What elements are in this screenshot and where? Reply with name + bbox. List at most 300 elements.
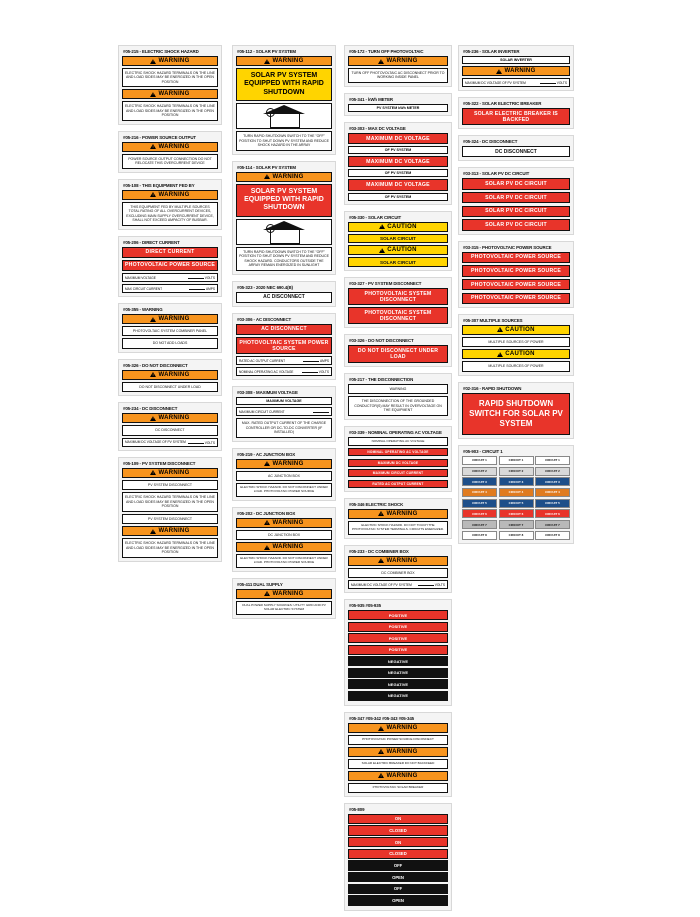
circuit-label: CIRCUIT 1 bbox=[462, 456, 497, 465]
label-code: #05-217 - THE DISCONNECTION bbox=[349, 376, 414, 382]
warning-triangle-icon bbox=[264, 545, 270, 550]
label-group bbox=[232, 386, 336, 441]
field-label: MAX CIRCUIT CURRENT bbox=[125, 286, 163, 291]
label-code: #05-326 - DO NOT DISCONNECT bbox=[123, 362, 188, 368]
field-label: MAXIMUM VOLTAGE bbox=[125, 275, 156, 280]
label-body-text: DC JUNCTION BOX bbox=[236, 530, 332, 540]
label-group bbox=[458, 45, 574, 91]
field-value-blank[interactable] bbox=[302, 369, 329, 374]
circuit-label: CIRCUIT 7 bbox=[462, 520, 497, 529]
red-banner-label: MAXIMUM DC VOLTAGE bbox=[348, 156, 448, 167]
blank-line bbox=[302, 369, 318, 373]
caution-banner bbox=[463, 326, 569, 334]
label-body-text: POWER SOURCE OUTPUT CONNECTION DO NOT RELOCATE THIS OVERCURRENT DEVICE bbox=[122, 154, 218, 169]
switch-position-label: CLOSED bbox=[348, 849, 448, 859]
label-group bbox=[344, 545, 452, 593]
field-row bbox=[348, 580, 448, 589]
switch-position-label: ON bbox=[348, 814, 448, 824]
label-code: #05-322 - SOLAR ELECTRIC BREAKER bbox=[463, 101, 542, 106]
warning-banner bbox=[123, 191, 217, 199]
warning-banner bbox=[237, 590, 331, 598]
house-diagram bbox=[236, 103, 332, 129]
label-body-text: THIS EQUIPMENT FED BY MULTIPLE SOURCES TOTAL RATING OF ALL OVERCURRENT DEVICES, EXCLUDING MAIN SUPPLY OVERCURRENT DEVICE, SHALL NOT EXCEED AMPACITY OF BUSBAR. bbox=[122, 202, 218, 226]
label-group bbox=[344, 599, 452, 706]
white-banner-label: AC DISCONNECT bbox=[236, 292, 332, 303]
warning-triangle-icon bbox=[378, 773, 384, 778]
white-small-label: OF PV SYSTEM bbox=[348, 169, 448, 177]
caution-text: CAUTION bbox=[505, 351, 535, 358]
red-banner-label: PHOTOVOLTAIC SYSTEM DISCONNECT bbox=[348, 288, 448, 305]
warning-banner bbox=[123, 57, 217, 65]
warning-triangle-icon bbox=[150, 470, 156, 475]
circuit-label: CIRCUIT 3 bbox=[462, 477, 497, 486]
label-code: #05-330 - SOLAR CIRCUIT bbox=[349, 214, 402, 220]
warning-label bbox=[462, 66, 570, 76]
warning-triangle-icon bbox=[150, 529, 156, 534]
circuit-label: CIRCUIT 6 bbox=[535, 509, 570, 518]
warning-triangle-icon bbox=[379, 248, 385, 253]
warning-label bbox=[348, 723, 448, 733]
warning-text: WARNING bbox=[158, 58, 190, 64]
warning-text: WARNING bbox=[386, 748, 418, 755]
field-label: MAXIMUM DC VOLTAGE OF PV SYSTEM bbox=[125, 440, 186, 445]
column-4 bbox=[458, 45, 574, 550]
red-label-stack bbox=[462, 252, 570, 304]
label-code: #03-308 - MAXIMUM VOLTAGE bbox=[237, 390, 298, 396]
house-shape-icon bbox=[263, 221, 305, 243]
field-label: MAXIMUM CIRCUIT CURRENT bbox=[239, 409, 285, 414]
label-fine-print: DUAL POWER SUPPLY SOURCES: UTILITY GRID AND PV SOLAR ELECTRIC SYSTEM bbox=[236, 601, 332, 615]
field-unit: AMPS bbox=[319, 359, 329, 364]
label-group bbox=[344, 277, 452, 328]
label-group bbox=[458, 167, 574, 234]
label-group bbox=[458, 97, 574, 129]
warning-text: WARNING bbox=[386, 58, 418, 64]
switch-position-label: OFF bbox=[348, 860, 448, 870]
label-fine-print: PHOTOVOLTAIC POWER SOURCE DISCONNECT bbox=[348, 735, 448, 745]
warning-text: WARNING bbox=[272, 58, 304, 64]
label-code: #03-315 - PHOTOVOLTAIC POWER SOURCE bbox=[463, 244, 552, 250]
field-label: NOMINAL OPERATING AC VOLTAGE bbox=[239, 369, 294, 374]
warning-banner bbox=[237, 543, 331, 551]
switch-position-label: ON bbox=[348, 837, 448, 847]
warning-text: WARNING bbox=[386, 557, 418, 564]
caution-label bbox=[348, 222, 448, 232]
warning-text: WARNING bbox=[386, 772, 418, 779]
warning-text: WARNING bbox=[272, 460, 304, 467]
warning-banner bbox=[123, 527, 217, 535]
warning-label bbox=[348, 56, 448, 66]
warning-label bbox=[236, 459, 332, 469]
warning-banner bbox=[349, 57, 447, 65]
label-group bbox=[118, 179, 222, 230]
warning-triangle-icon bbox=[150, 92, 156, 97]
warning-label bbox=[236, 589, 332, 599]
label-group bbox=[232, 448, 336, 501]
field-value-blank[interactable] bbox=[540, 80, 567, 85]
field-value-blank[interactable] bbox=[303, 358, 329, 363]
warning-banner bbox=[123, 143, 217, 151]
caution-text: CAUTION bbox=[505, 326, 535, 333]
field-row bbox=[236, 356, 332, 365]
label-body-text: TURN RAPID SHUTDOWN SWITCH TO THE "OFF" POSITION TO SHUT DOWN PV SYSTEM AND REDUCE SHOCK HAZARD IN THE ARRAY bbox=[236, 131, 332, 150]
label-group bbox=[344, 334, 452, 366]
red-banner-label: SOLAR ELECTRIC BREAKER IS BACKFED bbox=[462, 108, 570, 125]
label-code: #02-316 - RAPID SHUTDOWN bbox=[463, 385, 522, 391]
circuit-label: CIRCUIT 1 bbox=[535, 456, 570, 465]
label-code: #05-219 - AC JUNCTION BOX bbox=[237, 451, 296, 457]
label-code: #03-313 - SOLAR PV DC CIRCUIT bbox=[463, 171, 530, 177]
field-value-blank[interactable] bbox=[313, 409, 329, 414]
warning-triangle-icon bbox=[378, 726, 384, 731]
label-body-text: PV SYSTEM DISCONNECT bbox=[122, 514, 218, 524]
label-code: #05-341 - kWh METER bbox=[349, 96, 393, 102]
label-group bbox=[118, 457, 222, 562]
label-body-text: TURN RAPID SHUTDOWN SWITCH TO THE "OFF" POSITION TO SHUT DOWN PV SYSTEM AND REDUCE SHOCK HAZARD. CONDUCTORS OUTSIDE THE ARRAY REMAIN ENERGIZED IN SUNLIGHT bbox=[236, 247, 332, 271]
label-group bbox=[118, 236, 222, 297]
label-code: #05-324 - DC DISCONNECT bbox=[463, 139, 518, 145]
blank-line bbox=[188, 275, 204, 279]
label-group bbox=[344, 803, 452, 912]
blank-line bbox=[313, 409, 329, 413]
label-group bbox=[458, 135, 574, 161]
label-code: #03-303 - MAX DC VOLTAGE bbox=[349, 125, 406, 131]
caution-banner bbox=[463, 350, 569, 358]
label-code: #05-233 - DC COMBINER BOX bbox=[349, 548, 409, 554]
warning-triangle-icon bbox=[150, 144, 156, 149]
red-banner-label: PHOTOVOLTAIC POWER SOURCE bbox=[462, 293, 570, 304]
polarity-label: NEGATIVE bbox=[348, 679, 448, 689]
warning-text: WARNING bbox=[272, 590, 304, 597]
circuit-label: CIRCUIT 2 bbox=[499, 467, 534, 476]
warning-label bbox=[122, 89, 218, 99]
warning-label bbox=[236, 56, 332, 66]
label-code: #05-202 - DC JUNCTION BOX bbox=[237, 510, 296, 516]
warning-label bbox=[122, 413, 218, 423]
red-banner-label: PHOTOVOLTAIC POWER SOURCE bbox=[462, 279, 570, 290]
column-1 bbox=[118, 45, 222, 568]
label-code: #05-346 ELECTRIC SHOCK bbox=[349, 501, 404, 507]
field-value-blank[interactable] bbox=[188, 440, 215, 445]
red-sub-label: PHOTOVOLTAIC POWER SOURCE bbox=[122, 260, 218, 271]
circuit-label: CIRCUIT 7 bbox=[499, 520, 534, 529]
circuit-label: CIRCUIT 8 bbox=[535, 531, 570, 540]
label-code: #03-326 - DO NOT DISCONNECT bbox=[349, 338, 414, 344]
field-unit: VOLTS bbox=[317, 370, 329, 375]
circuit-label: CIRCUIT 6 bbox=[462, 509, 497, 518]
label-group bbox=[344, 211, 452, 272]
warning-label bbox=[236, 172, 332, 182]
switch-position-label: OFF bbox=[348, 884, 448, 894]
red-banner-label: MAXIMUM DC VOLTAGE bbox=[348, 133, 448, 144]
warning-triangle-icon bbox=[264, 591, 270, 596]
label-group bbox=[458, 241, 574, 308]
warning-triangle-icon bbox=[264, 59, 270, 64]
label-body-text: TURN OFF PHOTOVOLTAIC AC DISCONNECT PRIOR TO WORKING INSIDE PANEL bbox=[348, 68, 448, 83]
warning-label bbox=[236, 518, 332, 528]
label-group bbox=[118, 131, 222, 173]
caution-label bbox=[462, 349, 570, 359]
label-fine-print: ELECTRIC SHOCK HAZARD. DO NOT TOUCH THE PHOTOVOLTAIC SYSTEM TERMINALS. CIRCUITS ENERGIZED. bbox=[348, 521, 448, 535]
warning-banner bbox=[237, 519, 331, 527]
red-strip: MAXIMUM DC VOLTAGE bbox=[348, 459, 448, 467]
warning-text: WARNING bbox=[158, 316, 190, 322]
white-small-label: PV SYSTEM kWh METER bbox=[348, 104, 448, 112]
warning-banner bbox=[123, 371, 217, 379]
warning-banner bbox=[349, 724, 447, 732]
warning-label bbox=[122, 468, 218, 478]
label-group bbox=[344, 373, 452, 420]
rapid-shutdown-red-label bbox=[236, 184, 332, 217]
label-code: #03-327 - PV SYSTEM DISCONNECT bbox=[349, 281, 422, 287]
field-label: MAXIMUM DC VOLTAGE OF PV SYSTEM bbox=[351, 582, 412, 587]
label-code: #03-306 - AC DISCONNECT bbox=[237, 316, 292, 322]
polarity-label: NEGATIVE bbox=[348, 691, 448, 701]
caution-text: CAUTION bbox=[387, 247, 417, 254]
label-group bbox=[118, 359, 222, 396]
warning-triangle-icon bbox=[150, 192, 156, 197]
label-body-text: DO NOT DISCONNECT UNDER LOAD bbox=[122, 382, 218, 392]
warning-banner bbox=[123, 414, 217, 422]
label-body-text: MULTIPLE SOURCES OF POWER bbox=[462, 361, 570, 371]
label-code: #05-236 - SOLAR INVERTER bbox=[463, 49, 520, 54]
red-banner-label: SOLAR PV DC CIRCUIT bbox=[462, 178, 570, 189]
warning-label bbox=[122, 370, 218, 380]
warning-banner bbox=[237, 173, 331, 181]
warning-banner bbox=[123, 90, 217, 98]
warning-banner bbox=[463, 67, 569, 75]
warning-banner bbox=[349, 510, 447, 518]
field-value-blank[interactable] bbox=[188, 275, 215, 280]
warning-text: WARNING bbox=[158, 371, 190, 378]
field-row bbox=[122, 273, 218, 282]
label-group bbox=[344, 45, 452, 87]
warning-triangle-icon bbox=[378, 59, 384, 64]
label-body-text: THE DISCONNECTION OF THE GROUNDED CONDUCTOR(S) MAY RESULT IN OVERVOLTAGE ON THE EQUIPMENT bbox=[348, 396, 448, 415]
rapid-shutdown-switch-label bbox=[462, 393, 570, 435]
warning-banner bbox=[349, 748, 447, 756]
circuit-label: CIRCUIT 3 bbox=[499, 477, 534, 486]
circuit-label: CIRCUIT 4 bbox=[499, 488, 534, 497]
warning-text: WARNING bbox=[272, 519, 304, 526]
red-banner-label: PHOTOVOLTAIC POWER SOURCE bbox=[462, 252, 570, 263]
blank-line bbox=[418, 582, 434, 586]
label-header: MAXIMUM VOLTAGE bbox=[236, 397, 332, 405]
warning-banner bbox=[123, 469, 217, 477]
polarity-label: POSITIVE bbox=[348, 610, 448, 620]
circuit-label: CIRCUIT 1 bbox=[499, 456, 534, 465]
label-code: #05-108 - THIS EQUIPMENT FED BY bbox=[123, 182, 195, 188]
label-body-text: ELECTRIC SHOCK HAZARD TERMINALS ON THE LINE AND LOAD SIDES MAY BE ENERGIZED IN THE OPEN POSITION bbox=[122, 101, 218, 120]
yellow-label: SOLAR CIRCUIT bbox=[348, 234, 448, 244]
label-body-text: DC COMBINER BOX bbox=[348, 568, 448, 578]
warning-label bbox=[122, 190, 218, 200]
label-group bbox=[232, 313, 336, 380]
label-fine-print: ELECTRIC SHOCK HAZARD. DO NOT DISCONNECT UNDER LOAD. PHOTOVOLTAIC POWER SOURCE bbox=[236, 554, 332, 568]
walls-icon bbox=[270, 114, 300, 128]
warning-label bbox=[122, 56, 218, 66]
rapid-shutdown-text: SOLAR PV SYSTEM EQUIPPED WITH RAPID SHUTDOWN bbox=[237, 185, 331, 216]
switch-position-label: CLOSED bbox=[348, 825, 448, 835]
polarity-label: POSITIVE bbox=[348, 622, 448, 632]
field-unit: VOLTS bbox=[203, 276, 215, 280]
field-unit: VOLTS bbox=[433, 583, 445, 588]
white-small-label: OF PV SYSTEM bbox=[348, 146, 448, 154]
label-code: #05-347 #05-342 #05-343 #05-345 bbox=[349, 716, 415, 722]
red-banner-label: SOLAR PV DC CIRCUIT bbox=[462, 219, 570, 230]
polarity-label: NEGATIVE bbox=[348, 656, 448, 666]
red-strip-stack bbox=[348, 448, 448, 488]
field-row bbox=[236, 407, 332, 416]
label-code: #05-307 MULTIPLE SOURCES bbox=[463, 317, 523, 323]
switch-position-label: OPEN bbox=[348, 895, 448, 905]
circuit-label-grid bbox=[462, 456, 570, 540]
warning-label bbox=[348, 556, 448, 566]
circuit-label: CIRCUIT 5 bbox=[499, 499, 534, 508]
label-body-text: AC JUNCTION BOX bbox=[236, 471, 332, 481]
field-unit: AMPS bbox=[205, 287, 215, 291]
warning-label bbox=[122, 314, 218, 324]
blank-line bbox=[303, 358, 319, 362]
label-body-text: ELECTRIC SHOCK HAZARD TERMINALS ON THE LINE AND LOAD SIDES MAY BE ENERGIZED IN THE OPEN POSITION bbox=[122, 68, 218, 87]
warning-text: WARNING bbox=[158, 191, 190, 198]
label-code: #05-109 - PV SYSTEM DISCONNECT bbox=[123, 460, 196, 466]
label-group bbox=[118, 45, 222, 125]
label-group bbox=[232, 161, 336, 275]
caution-label bbox=[348, 245, 448, 255]
label-code: #05-112 - SOLAR PV SYSTEM bbox=[237, 49, 296, 54]
house-shape-icon bbox=[263, 105, 305, 127]
label-code: #05-355 - WARNING bbox=[123, 307, 163, 312]
field-label: RATED AC OUTPUT CURRENT bbox=[239, 358, 286, 363]
red-banner-label: DIRECT CURRENT bbox=[122, 247, 218, 258]
warning-label bbox=[348, 771, 448, 781]
caution-banner bbox=[349, 246, 447, 254]
red-sub-label: PHOTOVOLTAIC SYSTEM POWER SOURCE bbox=[236, 337, 332, 354]
red-banner-label: DO NOT DISCONNECT UNDER LOAD bbox=[348, 345, 448, 362]
label-code: #05-411 DUAL SUPPLY bbox=[237, 581, 283, 587]
warning-triangle-icon bbox=[150, 372, 156, 377]
label-group bbox=[344, 93, 452, 116]
circuit-label: CIRCUIT 5 bbox=[535, 499, 570, 508]
warning-triangle-icon bbox=[150, 317, 156, 322]
switch-position-label: OPEN bbox=[348, 872, 448, 882]
warning-label bbox=[122, 526, 218, 536]
label-group bbox=[232, 281, 336, 307]
warning-text: WARNING bbox=[386, 725, 418, 732]
yellow-label: SOLAR CIRCUIT bbox=[348, 257, 448, 267]
blank-line bbox=[188, 440, 204, 444]
field-row bbox=[462, 78, 570, 87]
warning-triangle-icon bbox=[150, 59, 156, 64]
column-2 bbox=[232, 45, 336, 625]
field-row bbox=[236, 367, 332, 376]
warning-triangle-icon bbox=[497, 352, 503, 357]
warning-triangle-icon bbox=[379, 224, 385, 229]
warning-text: WARNING bbox=[158, 469, 190, 476]
warning-text: WARNING bbox=[158, 91, 190, 98]
warning-banner bbox=[349, 557, 447, 565]
warning-triangle-icon bbox=[264, 461, 270, 466]
field-unit: VOLTS bbox=[203, 440, 215, 445]
label-group bbox=[344, 498, 452, 539]
red-strip: RATED AC OUTPUT CURRENT bbox=[348, 480, 448, 488]
label-group bbox=[344, 122, 452, 205]
column-3 bbox=[344, 45, 452, 917]
red-strip: MAXIMUM CIRCUIT CURRENT bbox=[348, 469, 448, 477]
polarity-label: POSITIVE bbox=[348, 633, 448, 643]
red-banner-label: SOLAR PV DC CIRCUIT bbox=[462, 192, 570, 203]
circuit-label: CIRCUIT 6 bbox=[499, 509, 534, 518]
sun-icon bbox=[266, 224, 275, 233]
circuit-label: CIRCUIT 5 bbox=[462, 499, 497, 508]
circuit-label: CIRCUIT 8 bbox=[462, 531, 497, 540]
blank-line bbox=[540, 80, 556, 84]
rapid-shutdown-text: SOLAR PV SYSTEM EQUIPPED WITH RAPID SHUTDOWN bbox=[237, 69, 331, 100]
label-code: #05-206 - DIRECT CURRENT bbox=[123, 239, 180, 245]
label-body-text: DO NOT ADD LOADS bbox=[122, 338, 218, 348]
label-fine-print: ELECTRIC SHOCK HAZARD. DO NOT DISCONNECT UNDER LOAD. PHOTOVOLTAIC POWER SOURCE bbox=[236, 483, 332, 497]
warning-label bbox=[348, 509, 448, 519]
warning-triangle-icon bbox=[497, 327, 503, 332]
label-group bbox=[232, 507, 336, 572]
rapid-shutdown-switch-text: RAPID SHUTDOWN SWITCH FOR SOLAR PV SYSTEM bbox=[463, 394, 569, 434]
warning-label bbox=[122, 142, 218, 152]
warning-text: WARNING bbox=[386, 510, 418, 517]
field-value-blank[interactable] bbox=[189, 286, 215, 291]
field-row bbox=[122, 284, 218, 293]
white-banner-label: DC DISCONNECT bbox=[462, 146, 570, 157]
polarity-label: NEGATIVE bbox=[348, 668, 448, 678]
warning-triangle-icon bbox=[496, 69, 502, 74]
warning-banner bbox=[237, 57, 331, 65]
caution-label bbox=[462, 325, 570, 335]
warning-label bbox=[236, 542, 332, 552]
label-code: #03-339 - NOMINAL OPERATING AC VOLTAGE bbox=[349, 429, 442, 435]
warning-text: WARNING bbox=[158, 143, 190, 150]
red-banner-label: PHOTOVOLTAIC POWER SOURCE bbox=[462, 265, 570, 276]
field-value-blank[interactable] bbox=[418, 582, 445, 587]
circuit-label: CIRCUIT 2 bbox=[462, 467, 497, 476]
circuit-label: CIRCUIT 8 bbox=[499, 531, 534, 540]
label-body-text: ELECTRIC SHOCK HAZARD TERMINALS ON THE LINE AND LOAD SIDES MAY BE ENERGIZED IN THE OPEN POSITION bbox=[122, 492, 218, 511]
warning-text: WARNING bbox=[272, 544, 304, 551]
label-group bbox=[232, 578, 336, 619]
red-banner-label: AC DISCONNECT bbox=[236, 324, 332, 335]
label-body-text: PHOTOVOLTAIC SYSTEM COMBINER PANEL bbox=[122, 326, 218, 336]
warning-text: WARNING bbox=[504, 68, 536, 74]
field-label: MAXIMUM DC VOLTAGE OF PV SYSTEM bbox=[465, 80, 526, 85]
label-fine-print: NOMINAL OPERATING AC VOLTAGE bbox=[348, 437, 448, 447]
warning-triangle-icon bbox=[264, 174, 270, 179]
circuit-label: CIRCUIT 2 bbox=[535, 467, 570, 476]
label-code: #05-215 - ELECTRIC SHOCK HAZARD bbox=[123, 49, 199, 54]
red-banner-label: SOLAR PV DC CIRCUIT bbox=[462, 206, 570, 217]
label-body-text: PV SYSTEM DISCONNECT bbox=[122, 480, 218, 490]
on-off-label-stack bbox=[348, 814, 448, 906]
label-fine-print: PHOTOVOLTAIC SOLAR BREAKER bbox=[348, 783, 448, 793]
warning-triangle-icon bbox=[264, 520, 270, 525]
warning-triangle-icon bbox=[378, 749, 384, 754]
red-banner-label: MAXIMUM DC VOLTAGE bbox=[348, 179, 448, 190]
polarity-label-stack bbox=[348, 610, 448, 701]
label-code: #05-172 - TURN OFF PHOTOVOLTAIC bbox=[349, 49, 424, 54]
circuit-label: CIRCUIT 3 bbox=[535, 477, 570, 486]
red-banner-label: PHOTOVOLTAIC SYSTEM DISCONNECT bbox=[348, 307, 448, 324]
label-body-text: MULTIPLE SOURCES OF POWER bbox=[462, 337, 570, 347]
white-small-label: OF PV SYSTEM bbox=[348, 193, 448, 201]
label-group bbox=[458, 314, 574, 376]
